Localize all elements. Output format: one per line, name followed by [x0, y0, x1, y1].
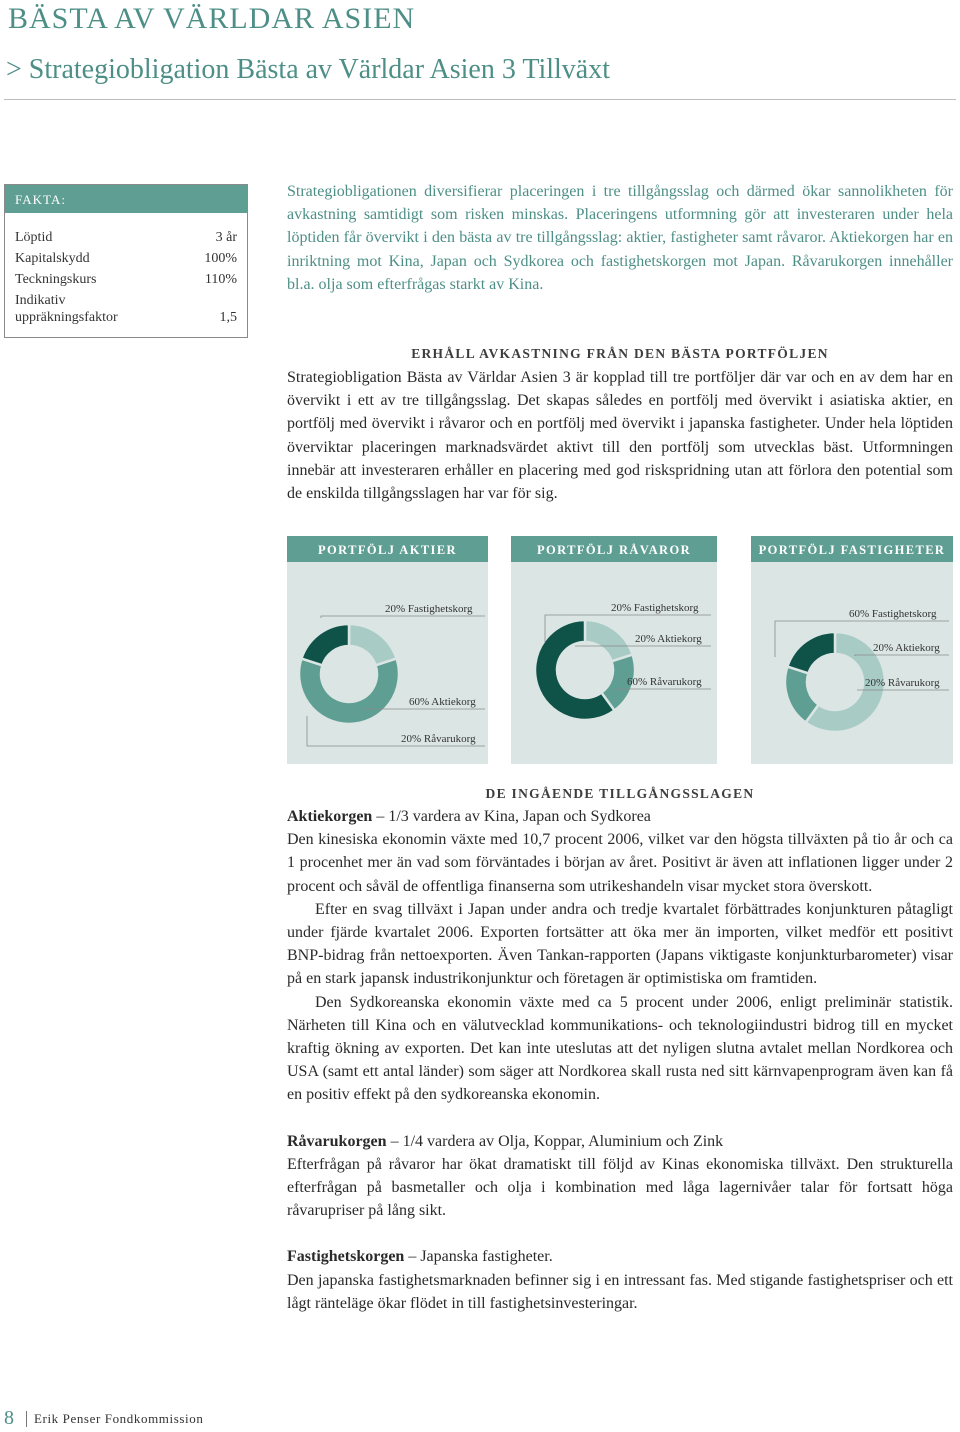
fact-label: Kapitalskydd: [15, 251, 90, 266]
donut-slice-ravara: [301, 624, 349, 665]
panel-title: PORTFÖLJ FASTIGHETER: [751, 536, 953, 562]
footer-company: Erik Penser Fondkommission: [34, 1411, 204, 1426]
section-body: Strategiobligation Bästa av Världar Asien 3 är kopplad till tre portföljer där var och en av dem har en övervikt i ett av tre tillgångsslag. Det skapas således en portfölj med övervikt i asiatiska aktier, en portfölj med övervikt i råvaror och en portfölj med övervikt i japanska fastigheter. Under hela löptiden överviktar placeringen marknadsvärdet aktivt till den portfölj som utvecklas bäst. Utformningen innebär att investeraren erhåller en placering med god riskspridning utan att förlora den potential som de enskilda tillgångsslagen har var för sig.: [287, 369, 953, 503]
slice-label-ravara: 20% Råvarukorg: [865, 677, 940, 689]
section-heading: DE INGÅENDE TILLGÅNGSSLAGEN: [485, 786, 755, 801]
fact-row-teckningskurs: [5, 271, 247, 288]
donut-chart-ravaror: [511, 562, 717, 764]
fact-value: 3 år: [215, 230, 237, 245]
leader-line: [321, 616, 485, 618]
subsection-title: [287, 805, 953, 828]
portfolio-panel-aktier: [287, 536, 488, 764]
donut-slice-fastighet: [349, 624, 397, 665]
asset-classes-section: [287, 805, 953, 1315]
subsection-title: [287, 1245, 953, 1268]
fact-value: 100%: [204, 251, 237, 266]
subsection-subtitle: – Japanska fastigheter.: [404, 1248, 553, 1266]
section-heading: ERHÅLL AVKASTNING FRÅN DEN BÄSTA PORTFÖLJEN: [411, 346, 829, 361]
paragraph: Den Sydkoreanska ekonomin växte med ca 5 procent under 2006, enligt preliminär statistik. Närheten till Kina och en välutvecklad kommunikations- och teknologiindustri bidrog till en mycket kraftig ökning av exporten. Det kan inte uteslutas att det nyligen slutna avtalet mellan Nordkorea och USA (samt ett antal länder) som säger att Nordkorea skall rusta ned sitt kärnvapenprogram även kan få en positiv effekt på den sydkoreanska ekonomin.: [287, 993, 953, 1104]
slice-label-fastighet: 20% Fastighetskorg: [385, 603, 473, 615]
fact-value: 1,5: [219, 310, 237, 325]
fact-row-upprakningsfaktor: [5, 292, 247, 326]
fact-value: 110%: [204, 272, 237, 287]
subsection-title: [287, 1130, 953, 1153]
donut-slice-ravara: [787, 632, 835, 673]
fact-row-kapitalskydd: [5, 250, 247, 267]
spacer: [287, 1222, 953, 1245]
subsection-subtitle: – 1/3 vardera av Kina, Japan och Sydkorea: [372, 808, 651, 825]
intro-paragraph: Strategiobligationen diversifierar placeringen i tre tillgångsslag och därmed ökar sannolikheten för avkastning samtidigt som risken minskas. Placeringens utformning gör att investeraren under hela löptiden får övervikt i den bästa av tre tillgångsslag: aktier, fastigheter samt råvaror. Aktiekorgen har en inriktning mot Kina, Japan och Sydkorea och fastighetskorgen mot Japan. Råvarukorgen innehåller bl.a. olja som efterfrågas starkt av Kina.: [287, 183, 953, 293]
fact-label-line: uppräkningsfaktor: [15, 310, 118, 325]
fact-label: [15, 292, 118, 326]
subsection-lead: Aktiekorgen: [287, 808, 373, 825]
fact-label: Löptid: [15, 230, 53, 245]
donut-slice-aktie: [299, 659, 399, 724]
paragraph: Efter en svag tillväxt i Japan under andra och tredje kvartalet förbättrades konjunkturen påtagligt under fjärde kvartalet 2006. Exporten fortsätter att öka mer än importen, vilket medför ett positivt BNP-bidrag från nettoexporten. Även Tankan-rapporten (Japans viktigaste konjunkturbarometer) visar på en stark japansk industrikonjunktur och företagen är optimistiska om framtiden.: [287, 900, 953, 988]
page-subtitle: > Strategiobligation Bästa av Världar Asien 3 Tillväxt: [6, 54, 610, 85]
panel-title: PORTFÖLJ AKTIER: [287, 536, 488, 562]
paragraph: Den kinesiska ekonomin växte med 10,7 procent 2006, vilket var den högsta tillväxten på tio år och ca 1 procenhet mer än vad som förväntades i början av året. Positivt är även att inflationen ligger under 2 procent och såväl de offentliga finanserna som utrikeshandeln visar mycket stora överskott.: [287, 831, 953, 895]
facts-heading: FAKTA:: [5, 185, 247, 213]
slice-label-aktie: 60% Aktiekorg: [409, 696, 476, 708]
slice-label-ravara: 60% Råvarukorg: [627, 676, 702, 688]
subsection-subtitle: – 1/4 vardera av Olja, Koppar, Aluminium och Zink: [386, 1132, 724, 1150]
subsection-lead: Fastighetskorgen: [287, 1248, 405, 1266]
slice-label-aktie: 20% Aktiekorg: [635, 633, 702, 645]
donut-chart-aktier: [287, 562, 488, 764]
subsection-lead: Råvarukorgen: [287, 1132, 387, 1150]
fact-label: Teckningskurs: [15, 272, 97, 287]
donut-chart-fastigheter: [751, 562, 953, 764]
panel-title: PORTFÖLJ RÅVAROR: [511, 536, 717, 562]
donut-slice-fastighet: [585, 620, 633, 661]
slice-label-aktie: 20% Aktiekorg: [873, 642, 940, 654]
title-divider: [4, 99, 956, 100]
facts-box: [4, 184, 248, 338]
slice-label-ravara: 20% Råvarukorg: [401, 733, 476, 745]
portfolio-panel-ravaror: [511, 536, 717, 764]
spacer: [287, 1107, 953, 1130]
slice-label-fastighet: 60% Fastighetskorg: [849, 608, 937, 620]
paragraph: Den japanska fastighetsmarknaden befinner sig i en intressant fas. Med stigande fastighetspriser och ett lågt ränteläge ökar flödet in till fastighetsinvesteringar.: [287, 1271, 953, 1312]
paragraph: Efterfrågan på råvaror har ökat dramatiskt till följd av Kinas ekonomiska tillväxt. Den strukturella efterfrågan på basmetaller och olja i kombination med låga lagernivåer talar för fortsatt höga råvarupriser på lång sikt.: [287, 1155, 953, 1220]
page-title: BÄSTA AV VÄRLDAR ASIEN: [8, 2, 416, 35]
slice-label-fastighet: 20% Fastighetskorg: [611, 602, 699, 614]
page-number: 8: [4, 1407, 14, 1429]
footer-divider: [26, 1411, 27, 1427]
fact-row-loptid: [5, 229, 247, 246]
fact-label-line: Indikativ: [15, 293, 66, 308]
portfolio-panel-fastigheter: [751, 536, 953, 764]
